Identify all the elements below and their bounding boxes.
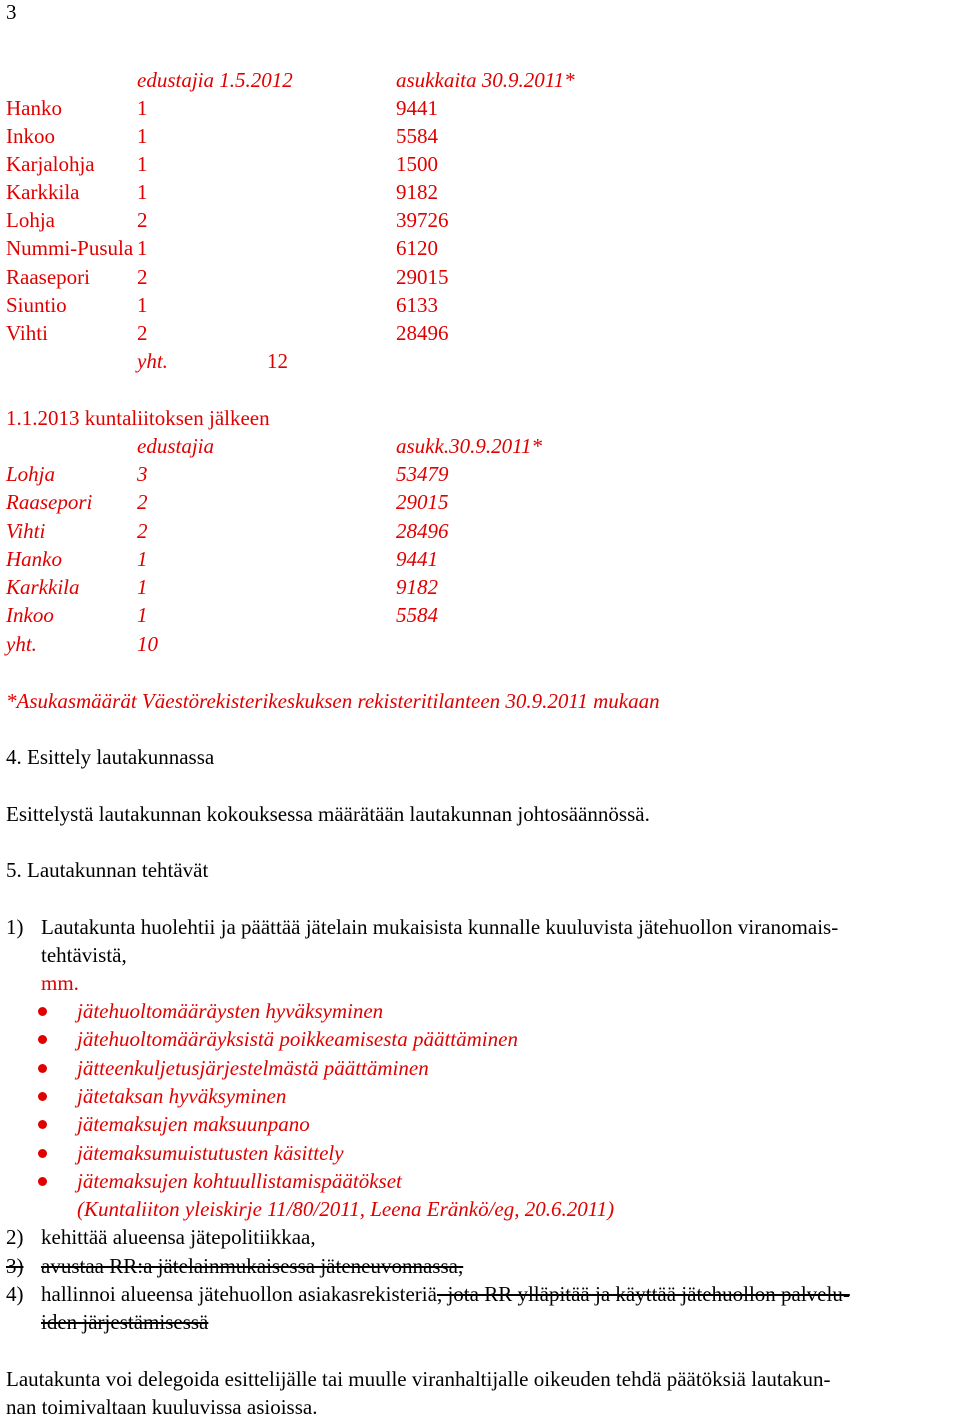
page-number: 3 — [6, 0, 17, 24]
municipality-name: Vihti — [6, 321, 48, 345]
municipality-name: Karkkila — [6, 180, 80, 204]
representatives-count: 1 — [137, 152, 148, 176]
representatives-count: 1 — [137, 575, 148, 599]
population-count: 5584 — [396, 603, 438, 627]
table-row — [0, 603, 960, 627]
bullet-icon — [38, 1007, 47, 1016]
representatives-count: 1 — [137, 547, 148, 571]
section-5-heading: 5. Lautakunnan tehtävät — [6, 858, 209, 882]
total-label: yht. — [6, 632, 37, 656]
representatives-count: 1 — [137, 603, 148, 627]
representatives-count: 2 — [137, 265, 148, 289]
footnote: *Asukasmäärät Väestörekisterikeskuksen rekisteritilanteen 30.9.2011 mukaan — [6, 689, 660, 713]
list-number: 2) — [6, 1225, 24, 1249]
table-row — [0, 265, 960, 289]
list-item-4 — [0, 1282, 960, 1306]
table-2-header — [0, 434, 960, 458]
municipality-name: Inkoo — [6, 603, 54, 627]
representatives-count: 1 — [137, 293, 148, 317]
list-number: 4) — [6, 1282, 24, 1306]
list-item — [0, 999, 960, 1023]
list-item-1 — [0, 915, 960, 939]
deleted-text: iden järjestämisessä — [41, 1310, 209, 1334]
column-header-population: asukkaita 30.9.2011* — [396, 68, 575, 92]
representatives-count: 1 — [137, 236, 148, 260]
population-count: 9182 — [396, 575, 438, 599]
population-count: 9441 — [396, 547, 438, 571]
representatives-count: 2 — [137, 490, 148, 514]
table-1-header — [0, 68, 960, 92]
mm-label-row — [0, 971, 960, 995]
population-count: 39726 — [396, 208, 449, 232]
municipality-name: Inkoo — [6, 124, 55, 148]
list-item — [0, 1027, 960, 1051]
list-item-text: jätemaksumuistutusten käsittely — [77, 1141, 344, 1165]
municipality-name: Hanko — [6, 547, 62, 571]
municipality-name: Raasepori — [6, 490, 93, 514]
citation-row — [0, 1197, 960, 1221]
municipality-name: Siuntio — [6, 293, 67, 317]
representatives-count: 2 — [137, 208, 148, 232]
municipality-name: Hanko — [6, 96, 62, 120]
total-value: 12 — [267, 349, 288, 373]
bullet-icon — [38, 1120, 47, 1129]
list-item — [0, 1084, 960, 1108]
list-item-text: jätteenkuljetusjärjestelmästä päättäminen — [77, 1056, 429, 1080]
municipality-name: Karkkila — [6, 575, 80, 599]
table-row — [0, 96, 960, 120]
municipality-name: Vihti — [6, 519, 46, 543]
mm-label: mm. — [41, 971, 79, 995]
list-item-text: jätehuoltomääräyksistä poikkeamisesta päättäminen — [77, 1027, 518, 1051]
column-header-representatives: edustajia — [137, 434, 214, 458]
list-item — [0, 1169, 960, 1193]
list-item-text: Lautakunta huolehtii ja päättää jätelain mukaisista kunnalle kuuluvista jätehuollon viranomais- — [41, 915, 839, 939]
column-header-representatives: edustajia 1.5.2012 — [137, 68, 293, 92]
list-item-text: jätetaksan hyväksyminen — [77, 1084, 287, 1108]
section-4-text: Esittelystä lautakunnan kokouksessa määrätään lautakunnan johtosäännössä. — [6, 802, 650, 826]
table-1-total-row — [0, 349, 960, 373]
representatives-count: 2 — [137, 321, 148, 345]
population-count: 1500 — [396, 152, 438, 176]
population-count: 5584 — [396, 124, 438, 148]
municipality-name: Nummi-Pusula — [6, 236, 134, 260]
table-row — [0, 236, 960, 260]
population-count: 29015 — [396, 490, 449, 514]
closing-paragraph-line-2: nan toimivaltaan kuuluvissa asioissa. — [6, 1395, 318, 1419]
table-row — [0, 180, 960, 204]
kept-text: hallinnoi alueensa jätehuollon asiakasrekisteriä — [41, 1282, 437, 1306]
citation: (Kuntaliiton yleiskirje 11/80/2011, Leena Eränkö/eg, 20.6.2011) — [77, 1197, 615, 1221]
list-item-text: tehtävistä, — [41, 943, 127, 967]
municipality-name: Karjalohja — [6, 152, 95, 176]
table-row — [0, 547, 960, 571]
population-count: 9182 — [396, 180, 438, 204]
deleted-text: , jota RR ylläpitää ja käyttää jätehuollon palvelu- — [436, 1282, 850, 1306]
table-row — [0, 575, 960, 599]
table-row — [0, 152, 960, 176]
representatives-count: 1 — [137, 124, 148, 148]
closing-paragraph-line-1: Lautakunta voi delegoida esittelijälle tai muulle viranhaltijalle oikeuden tehdä päätöksiä lautakun- — [6, 1367, 831, 1391]
municipality-name: Lohja — [6, 462, 56, 486]
table-row — [0, 490, 960, 514]
list-item-3-deleted — [0, 1254, 960, 1278]
total-label: yht. — [137, 349, 168, 373]
list-number: 1) — [6, 915, 24, 939]
table-row — [0, 321, 960, 345]
table-row — [0, 462, 960, 486]
bullet-icon — [38, 1064, 47, 1073]
list-item-text: jätemaksujen maksuunpano — [77, 1112, 310, 1136]
representatives-count: 1 — [137, 96, 148, 120]
population-count: 6120 — [396, 236, 438, 260]
table-row — [0, 519, 960, 543]
population-count: 9441 — [396, 96, 438, 120]
population-count: 29015 — [396, 265, 449, 289]
list-item — [0, 1056, 960, 1080]
list-item-2 — [0, 1225, 960, 1249]
bullet-icon — [38, 1149, 47, 1158]
list-item-text: jätemaksujen kohtuullistamispäätökset — [77, 1169, 402, 1193]
list-item-text: jätehuoltomääräysten hyväksyminen — [77, 999, 384, 1023]
list-item-text: kehittää alueensa jätepolitiikkaa, — [41, 1225, 316, 1249]
table-2-title: 1.1.2013 kuntaliitoksen jälkeen — [6, 406, 270, 430]
municipality-name: Lohja — [6, 208, 55, 232]
representatives-count: 2 — [137, 519, 148, 543]
municipality-name: Raasepori — [6, 265, 90, 289]
bullet-icon — [38, 1092, 47, 1101]
representatives-count: 1 — [137, 180, 148, 204]
table-row — [0, 208, 960, 232]
table-2-total-row — [0, 632, 960, 656]
list-item-1-continued — [0, 943, 960, 967]
list-number: 3) — [6, 1254, 24, 1278]
list-item — [0, 1112, 960, 1136]
total-value: 10 — [137, 632, 158, 656]
population-count: 6133 — [396, 293, 438, 317]
list-item — [0, 1141, 960, 1165]
representatives-count: 3 — [137, 462, 148, 486]
list-item-text: avustaa RR:a jätelainmukaisessa jäteneuvonnassa, — [41, 1254, 464, 1278]
population-count: 28496 — [396, 519, 449, 543]
population-count: 53479 — [396, 462, 449, 486]
bullet-icon — [38, 1035, 47, 1044]
table-row — [0, 293, 960, 317]
section-4-heading: 4. Esittely lautakunnassa — [6, 745, 215, 769]
column-header-population: asukk.30.9.2011* — [396, 434, 543, 458]
list-item-4-continued — [0, 1310, 960, 1334]
bullet-icon — [38, 1177, 47, 1186]
table-row — [0, 124, 960, 148]
population-count: 28496 — [396, 321, 449, 345]
list-item-text — [41, 1282, 850, 1306]
